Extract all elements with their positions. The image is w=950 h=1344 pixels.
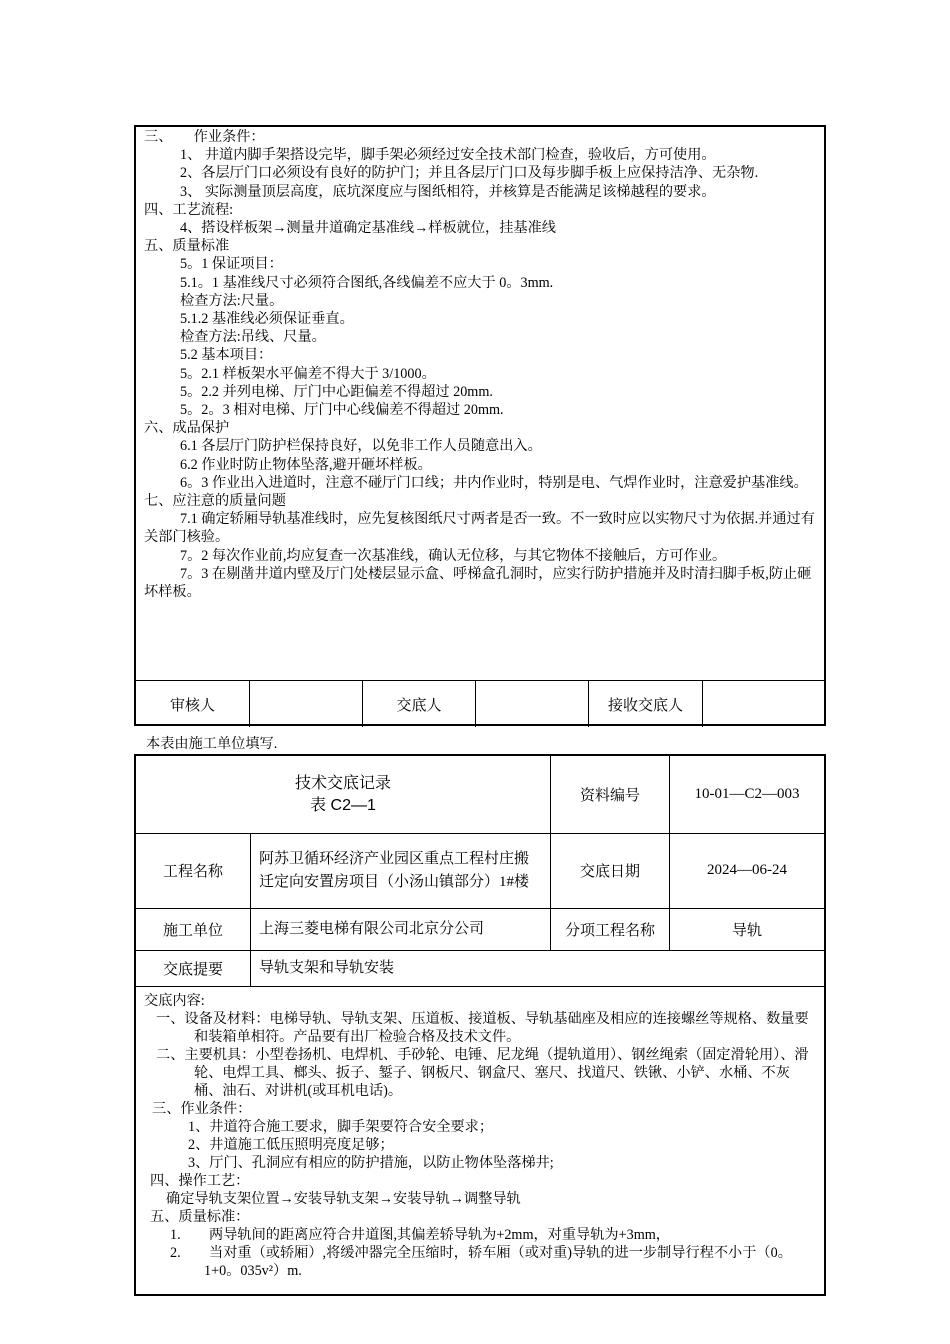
protection-6-3: 6。3 作业出入进道时，注意不碰厅门口线；井内作业时，特别是电、气焊作业时，注意爱护基准线。 — [180, 474, 808, 491]
condition-b: 2、井道施工低压照明亮度足够； — [188, 1137, 394, 1153]
process-flow: 4、搭设样板架→测量井道确定基准线→样板就位，挂基准线 — [180, 220, 556, 237]
reviewer-label: 审核人 — [136, 681, 250, 727]
equipment-materials: 一、设备及材料：电梯导轨、导轨支架、压道板、接道板、导轨基础座及相应的连接螺丝等规格、数量要和装箱单相符。产品要有出厂检验合格及技术文件。 — [156, 1011, 809, 1045]
quality-5-2-3: 5。2。3 相对电梯、厅门中心线偏差不得超过 20mm. — [180, 402, 504, 419]
guarantee-items: 5。1 保证项目： — [180, 256, 283, 273]
standard-1: 1. 两导轨间的距离应符合井道图,其偏差轿导轨为+2mm，对重导轨为+3mm， — [170, 1227, 670, 1243]
content-heading: 交底内容: — [144, 993, 205, 1009]
standard-2: 2. 当对重（或轿厢）,将缓冲器完全压缩时，轿车厢（或对重)导轨的进一步制导行程不小于（0。1+0。035v²）m. — [170, 1245, 792, 1279]
operation-flow: 确定导轨支架位置→安装导轨支架→安装导轨→调整导轨 — [166, 1191, 521, 1207]
reviewer-field[interactable] — [250, 681, 363, 727]
unit-row — [136, 908, 824, 951]
main-tools: 二、主要机具：小型卷扬机、电焊机、手砂轮、电锤、尼龙绳（提轨道用）、钢丝绳索（固定滑轮用）、滑轮、电焊工具、榔头、扳子、錾子、钢板尺、钢盒尺、塞尺、找道尺、铁锹、小铲、水桶、不灰桶、油石、对讲机(或耳机电话)。 — [156, 1047, 809, 1099]
summary-value: 导轨支架和导轨安装 — [259, 959, 395, 976]
signature-row — [136, 680, 824, 727]
section-content — [144, 128, 816, 601]
unit-label: 施工单位 — [136, 908, 251, 950]
heading-conditions: 三、作业条件： — [152, 1101, 252, 1117]
basic-items: 5.2 基本项目： — [180, 347, 273, 364]
attention-7-1: 7.1 确定轿厢导轨基准线时，应先复核图纸尺寸两者是否一致。不一致时应以实物尺寸为依据.并通过有关部门核验。 — [144, 511, 815, 546]
check-method-1: 检查方法:尺量。 — [180, 292, 284, 309]
header-row — [136, 756, 824, 834]
summary-row — [136, 950, 824, 987]
discloser-field[interactable] — [476, 681, 589, 727]
receiver-field[interactable] — [703, 681, 824, 727]
form-note: 本表由施工单位填写. — [146, 736, 278, 752]
technical-disclosure-record — [134, 754, 826, 1296]
discloser-label: 交底人 — [363, 681, 476, 727]
condition-2: 2、各层厅门口必须设有良好的防护门；并且各层厅门口及每步脚手板上应保持洁净、无杂物. — [180, 165, 759, 182]
project-value: 阿苏卫循环经济产业园区重点工程村庄搬迁定向安置房项目（小汤山镇部分）1#楼 — [251, 833, 551, 908]
condition-1: 1、 井道内脚手架搭设完毕，脚手架必须经过安全技术部门检查，验收后，方可使用。 — [180, 147, 716, 164]
protection-6-1: 6.1 各层厅门防护栏保持良好，以免非工作人员随意出入。 — [180, 438, 542, 455]
attention-7-2: 7。2 每次作业前,均应复查一次基准线，确认无位移，与其它物体不接触后，方可作业。 — [180, 547, 727, 564]
heading-protection: 六、成品保护 — [144, 420, 230, 437]
heading-standards: 五、质量标准： — [150, 1209, 250, 1225]
protection-6-2: 6.2 作业时防止物体坠落,避开砸坏样板。 — [180, 456, 432, 473]
heading-attention: 七、应注意的质量问题 — [144, 493, 286, 510]
quality-5-1-1: 5.1。1 基准线尺寸必须符合图纸,各线偏差不应大于 0。3mm. — [180, 274, 554, 291]
condition-3: 3、 实际测量顶层高度，底坑深度应与图纸相符，并核算是否能满足该梯越程的要求。 — [180, 183, 716, 200]
subitem-value: 导轨 — [731, 922, 762, 939]
condition-c: 3、厅门、孔洞应有相应的防护措施，以防止物体坠落梯井; — [188, 1155, 554, 1171]
disclosure-section-continued — [134, 125, 826, 726]
heading-process: 四、工艺流程: — [144, 201, 234, 218]
heading-work-conditions: 三、 作业条件： — [144, 129, 265, 145]
date-label: 交底日期 — [551, 833, 670, 908]
doc-no-value: 10-01—C2—003 — [694, 786, 800, 802]
project-row — [136, 833, 824, 909]
attention-7-3: 7。3 在剔凿井道内壁及厅门处楼层显示盒、呼梯盒孔洞时，应实行防护措施并及时清扫脚手板,防止砸坏样板。 — [144, 565, 812, 601]
heading-quality: 五、质量标准 — [144, 238, 230, 255]
form-number: 表 C2—1 — [310, 796, 376, 814]
subitem-label: 分项工程名称 — [551, 908, 670, 950]
quality-5-1-2: 5.1.2 基准线必须保证垂直。 — [180, 311, 354, 328]
unit-value: 上海三菱电梯有限公司北京分公司 — [251, 908, 551, 950]
record-title: 技术交底记录 — [294, 774, 391, 792]
summary-label: 交底提要 — [136, 950, 251, 986]
receiver-label: 接收交底人 — [589, 681, 703, 727]
project-label: 工程名称 — [136, 833, 251, 908]
date-value: 2024—06-24 — [707, 862, 787, 878]
quality-5-2-1: 5。2.1 样板架水平偏差不得大于 3/1000。 — [180, 365, 436, 382]
quality-5-2-2: 5。2.2 并列电梯、厅门中心距偏差不得超过 20mm. — [180, 383, 493, 400]
doc-no-label: 资料编号 — [551, 756, 670, 833]
check-method-2: 检查方法:吊线、尺量。 — [180, 329, 326, 346]
condition-a: 1、井道符合施工要求，脚手架要符合安全要求； — [188, 1119, 494, 1135]
record-title-cell — [136, 756, 551, 833]
heading-operation: 四、操作工艺： — [150, 1173, 250, 1189]
disclosure-content — [144, 992, 816, 1280]
